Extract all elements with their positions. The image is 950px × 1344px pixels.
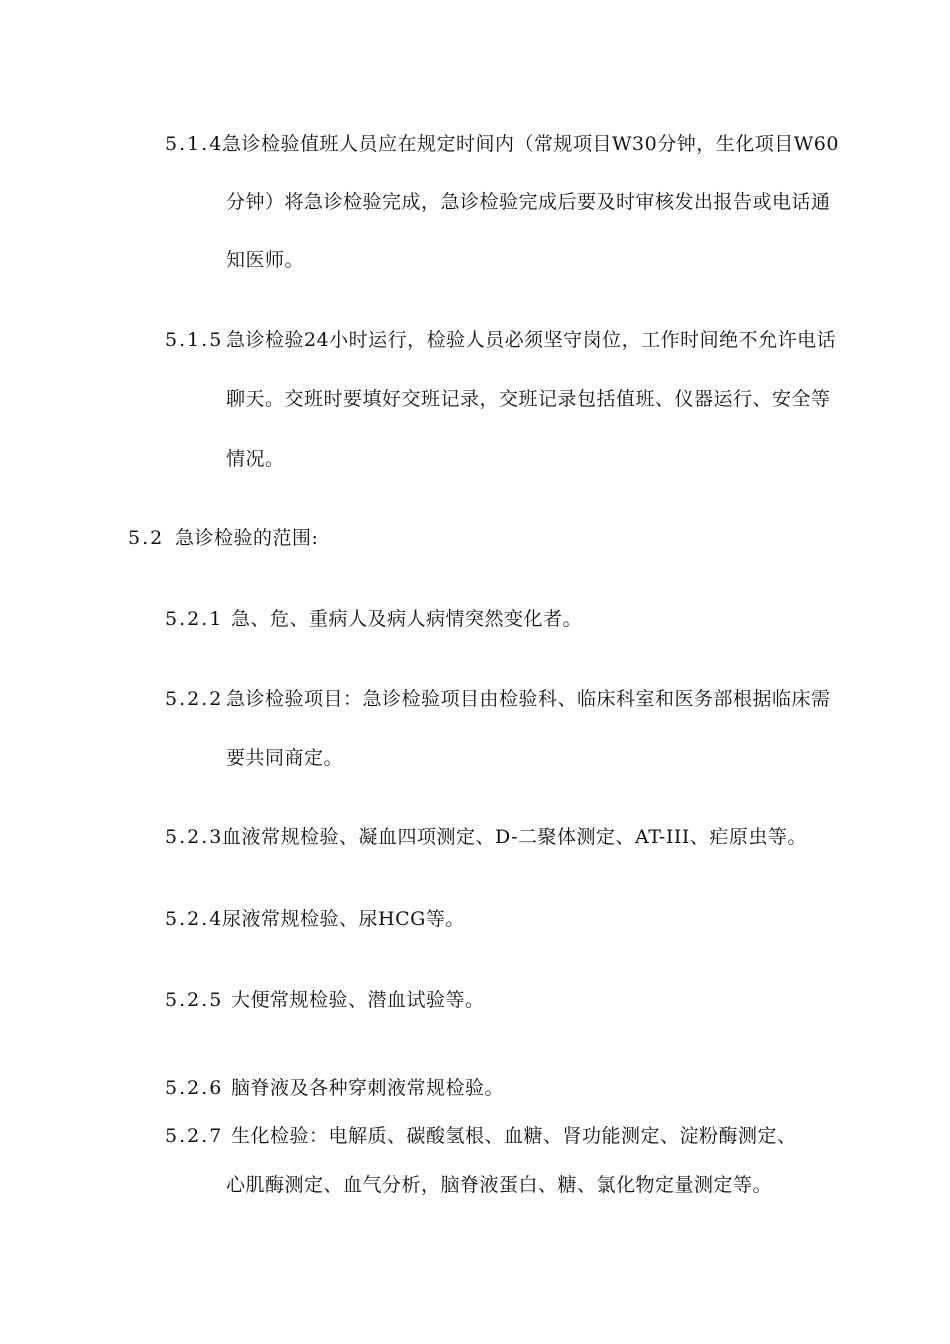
item-text-5-2-2-line2: 要共同商定。 xyxy=(226,747,344,769)
item-number-5-2-6: 5.2.6 xyxy=(165,1077,224,1099)
section-title-5-2: 急诊检验的范围: xyxy=(175,527,319,549)
item-text-5-2-5: 大便常规检验、潜血试验等。 xyxy=(231,989,485,1011)
item-text-5-2-4: 尿液常规检验、尿HCG等。 xyxy=(222,908,465,930)
item-text-5-2-3: 血液常规检验、凝血四项测定、D-二聚体测定、AT-III、疟原虫等。 xyxy=(222,826,807,848)
item-text-5-2-2-line1: 急诊检验项目：急诊检验项目由检验科、临床科室和医务部根据临床需 xyxy=(226,688,831,710)
item-number-5-1-5: 5.1.5 xyxy=(165,329,224,351)
item-text-5-1-5-line3: 情况。 xyxy=(226,448,285,470)
item-number-5-2-4: 5.2.4 xyxy=(165,908,224,930)
item-text-5-1-4-line2: 分钟）将急诊检验完成，急诊检验完成后要及时审核发出报告或电话通 xyxy=(226,191,831,213)
item-text-5-2-7-line1: 生化检验：电解质、碳酸氢根、血糖、肾功能测定、淀粉酶测定、 xyxy=(231,1125,797,1147)
item-number-5-2-2: 5.2.2 xyxy=(165,688,224,710)
section-number-5-2: 5.2 xyxy=(128,527,165,549)
item-text-5-2-1: 急、危、重病人及病人病情突然变化者。 xyxy=(231,608,583,630)
item-text-5-1-4-line1: 急诊检验值班人员应在规定时间内（常规项目W30分钟，生化项目W60 xyxy=(222,133,839,155)
item-number-5-2-3: 5.2.3 xyxy=(165,826,224,848)
item-number-5-2-7: 5.2.7 xyxy=(165,1125,224,1147)
item-number-5-1-4: 5.1.4 xyxy=(165,133,224,155)
item-text-5-1-5-line1: 急诊检验24小时运行，检验人员必须坚守岗位，工作时间绝不允许电话 xyxy=(226,329,837,351)
item-text-5-1-5-line2: 聊天。交班时要填好交班记录，交班记录包括值班、仪器运行、安全等 xyxy=(226,388,831,410)
item-text-5-2-7-line2: 心肌酶测定、血气分析，脑脊液蛋白、糖、氯化物定量测定等。 xyxy=(226,1174,773,1196)
item-number-5-2-5: 5.2.5 xyxy=(165,989,224,1011)
item-number-5-2-1: 5.2.1 xyxy=(165,608,224,630)
item-text-5-1-4-line3: 知医师。 xyxy=(226,249,305,271)
item-text-5-2-6: 脑脊液及各种穿刺液常规检验。 xyxy=(231,1077,505,1099)
